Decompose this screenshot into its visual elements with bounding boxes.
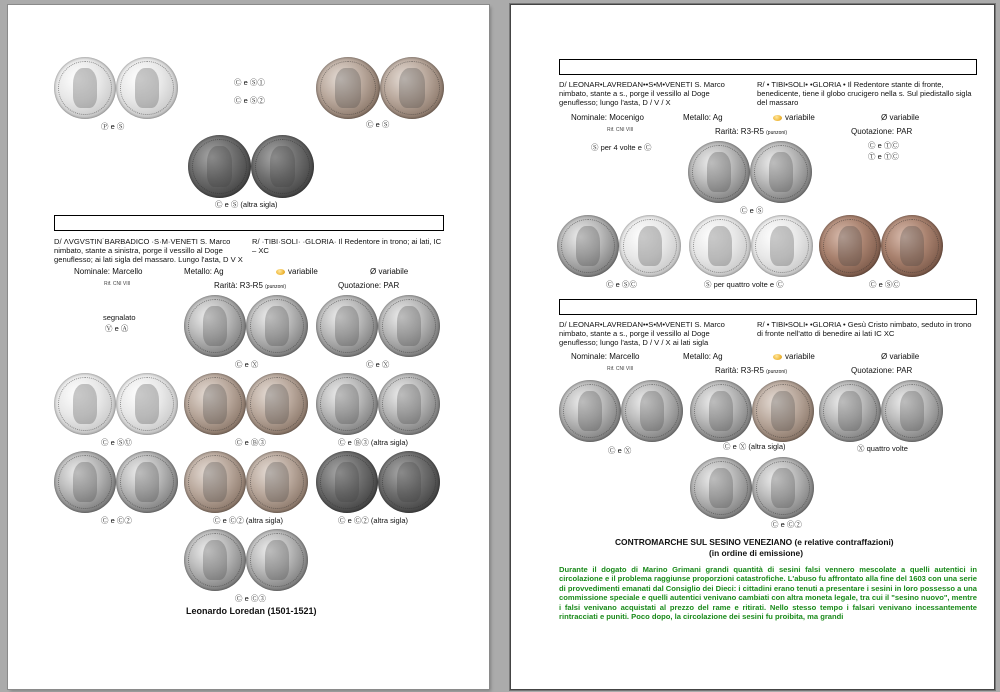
nominale-label: Nominale: Marcello: [74, 267, 143, 276]
contromarche-subtitle: (in ordine di emissione): [709, 548, 803, 558]
coin-image: [246, 529, 308, 591]
rarity-note: (punzoni): [766, 130, 787, 136]
obverse-description: D/ LEONAR•LAVREDAN••S•M•VENETI S. Marco nimbato, stante a s., porge il vessillo al Doge genuflesso; lungo l'asta, D / V / X: [559, 80, 725, 107]
obverse-description: D/ LEONAR•LAVREDAN••S•M•VENETI S. Marco nimbato, stante a s., porge il vessillo al Doge genuflesso; lungo l'asta, D / V / X ai lati sigla: [559, 320, 725, 347]
coin-image: [378, 295, 440, 357]
metallo-label: Metallo: Ag: [683, 113, 723, 122]
section-footer-title: Leonardo Loredan (1501-1521): [186, 606, 317, 616]
coin-image: [557, 215, 619, 277]
coin-image: [316, 295, 378, 357]
section-title-box: [54, 215, 444, 231]
quotazione-label: Quotazione: PAR: [338, 281, 400, 290]
coin-caption: Ⓒ e ⓈⓊ: [101, 438, 132, 447]
rarity-label: [715, 366, 787, 375]
reverse-description: R/ • TIBI•SOLI• •GLORIA • Il Redentore stante di fronte, benedicente, tiene il globo crucigero nella s. Sul piedistallo sigla del massaro: [757, 80, 972, 107]
coin-caption: Ⓒ e ⓈⒸ: [606, 280, 637, 289]
coin-image: [246, 295, 308, 357]
coin-image: [116, 57, 178, 119]
coin-caption: Ⓒ e Ⓒ②: [771, 520, 802, 529]
coin-image: [251, 135, 314, 198]
coin-image: [184, 529, 246, 591]
metallo-label: Metallo: Ag: [184, 267, 224, 276]
segnalato-label: segnalato: [103, 313, 136, 322]
section-title-box: [559, 299, 977, 315]
coin-caption: Ⓒ e Ⓢ①: [234, 78, 265, 87]
coin-caption: Ⓒ e Ⓧ: [366, 360, 390, 369]
nominale-label: Nominale: Mocenigo: [571, 113, 644, 122]
coin-image: [619, 215, 681, 277]
rarity-value: Rarità: R3-R5: [214, 281, 263, 290]
right-page: [511, 5, 994, 689]
rarity-label: [715, 127, 787, 136]
coin-image: [688, 141, 750, 203]
coin-caption: Ⓒ e Ⓧ (altra sigla): [723, 442, 786, 451]
diameter-label: Ø variabile: [370, 267, 409, 276]
section-title-box: [559, 59, 977, 75]
coin-image: [316, 57, 380, 119]
coin-image: [752, 457, 814, 519]
coin-image: [316, 373, 378, 435]
rarity-value: Rarità: R3-R5: [715, 127, 764, 136]
coin-image: [246, 373, 308, 435]
coin-caption: Ⓟ e Ⓢ: [101, 122, 125, 131]
diameter-label: Ø variabile: [881, 352, 920, 361]
diameter-label: Ø variabile: [881, 113, 920, 122]
weight-value: variabile: [785, 113, 815, 122]
coin-caption: Ⓢ per quattro volte e Ⓒ: [704, 280, 784, 289]
coin-caption: Ⓧ quattro volte: [857, 444, 908, 453]
weight-value: variabile: [288, 267, 318, 276]
coin-caption: Ⓣ e ⓉⒸ: [868, 152, 899, 161]
coin-image: [116, 373, 178, 435]
coin-caption: Ⓒ e Ⓒ③: [235, 594, 266, 603]
coin-caption: Ⓒ e Ⓢ (altra sigla): [215, 200, 278, 209]
coin-caption: Ⓒ e Ⓒ② (altra sigla): [213, 516, 284, 525]
coin-caption: Ⓢ per 4 volte e Ⓒ: [591, 143, 652, 152]
coin-caption: Ⓒ e Ⓧ: [608, 446, 632, 455]
nominale-label: Nominale: Marcello: [571, 352, 640, 361]
metallo-label: Metallo: Ag: [683, 352, 723, 361]
coin-caption: Ⓒ e Ⓢ: [740, 206, 764, 215]
coin-image: [316, 451, 378, 513]
reference-label: Rif. CNI VIII: [104, 281, 131, 287]
coin-image: [881, 380, 943, 442]
reverse-description: R/ • TIBI•SOLI• •GLORIA • Gesù Cristo nimbato, seduto in trono di fronte nell'atto di benedire ai lati IC XC: [757, 320, 972, 338]
coin-image: [819, 215, 881, 277]
reference-label: Rif. CNI VIII: [607, 366, 634, 372]
coin-image: [188, 135, 251, 198]
coin-image: [378, 451, 440, 513]
coin-caption: Ⓒ e Ⓑ③ (altra sigla): [338, 438, 409, 447]
gold-weight-icon: [773, 115, 782, 121]
rarity-value: Rarità: R3-R5: [715, 366, 764, 375]
obverse-description: D/ ΛVGVSTIN˙BARBADICO ·S·M·VENETI S. Marco nimbato, stante a sinistra, porge il vessillo al Doge genuflesso; ai lati sigla del massaro. Lungo l'asta, D V X: [54, 237, 243, 264]
coin-caption: Ⓒ e ⓉⒸ: [868, 141, 899, 150]
coin-image: [380, 57, 444, 119]
coin-caption: Ⓒ e Ⓑ③: [235, 438, 266, 447]
coin-image: [750, 141, 812, 203]
weight-label: [773, 113, 815, 122]
coin-caption: Ⓒ e Ⓢ②: [234, 96, 265, 105]
coin-image: [881, 215, 943, 277]
coin-image: [184, 295, 246, 357]
coin-image: [690, 380, 752, 442]
coin-image: [378, 373, 440, 435]
coin-image: [54, 451, 116, 513]
coin-image: [819, 380, 881, 442]
coin-image: [54, 57, 116, 119]
coin-caption: Ⓒ e Ⓒ② (altra sigla): [338, 516, 409, 525]
coin-image: [184, 373, 246, 435]
coin-image: [752, 380, 814, 442]
rarity-note: (punzoni): [265, 284, 286, 290]
quotazione-label: Quotazione: PAR: [851, 127, 913, 136]
coin-caption: Ⓒ e Ⓒ②: [101, 516, 132, 525]
contromarche-paragraph: Durante il dogato di Marino Grimani grandi quantità di sesini falsi vennero mescolate a quelli autentici in circolazione e il problema raggiunse proporzioni catastrofiche. L'abuso fu affrontato alla fine del 1603 con una serie di provvedimenti emanati dal Consiglio dei Dieci: i cittadini erano tenuti a presentare i sesini in loro possesso a una commissione speciale e quelli autentici venivano cambiati con altra moneta legale, tra cui il "sesino nuovo", mentre i falsi venivano acquistati al prezzo del rame e ritirati. Nello stesso tempo i falsari venivano incessantemente rintracciati e puniti. Poco dopo, la circolazione dei sesini fu proibita, ma grandi: [559, 565, 977, 622]
weight-label: [276, 267, 318, 276]
coin-image: [751, 215, 813, 277]
coin-image: [689, 215, 751, 277]
left-page: [8, 5, 489, 689]
coin-image: [559, 380, 621, 442]
contromarche-title: CONTROMARCHE SUL SESINO VENEZIANO (e relative contraffazioni): [615, 537, 894, 547]
coin-image: [246, 451, 308, 513]
reference-label: Rif. CNI VIII: [607, 127, 634, 133]
weight-value: variabile: [785, 352, 815, 361]
coin-caption: Ⓒ e ⓈⒸ: [869, 280, 900, 289]
coin-image: [621, 380, 683, 442]
weight-label: [773, 352, 815, 361]
gold-weight-icon: [773, 354, 782, 360]
coin-image: [184, 451, 246, 513]
gold-weight-icon: [276, 269, 285, 275]
coin-image: [116, 451, 178, 513]
reverse-description: R/ ·TIBI·SOLI· ·GLORIA· Il Redentore in trono; ai lati, IC – XC: [252, 237, 442, 255]
coin-caption: Ⓒ e Ⓧ: [235, 360, 259, 369]
rarity-label: [214, 281, 286, 290]
coin-image: [690, 457, 752, 519]
quotazione-label: Quotazione: PAR: [851, 366, 913, 375]
segnalato-sigla: Ⓥ e Ⓐ: [105, 324, 129, 333]
coin-image: [54, 373, 116, 435]
rarity-note: (punzoni): [766, 369, 787, 375]
coin-caption: Ⓒ e Ⓢ: [366, 120, 390, 129]
